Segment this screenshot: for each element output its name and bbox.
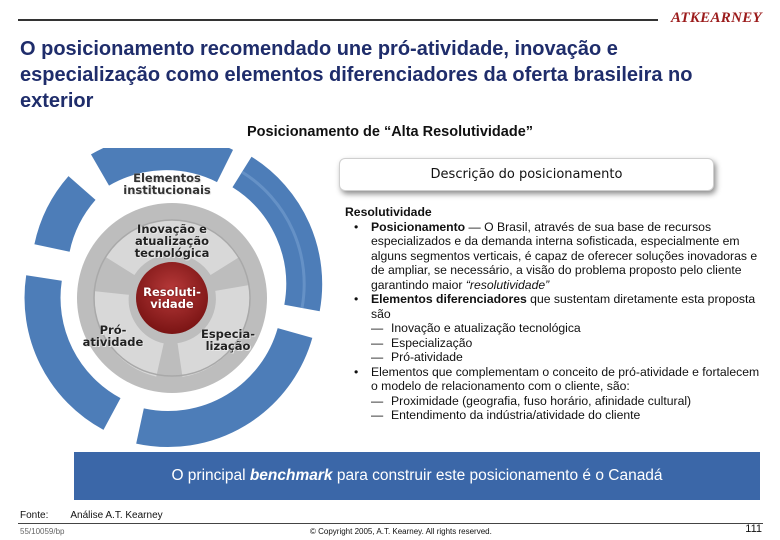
source-note: Fonte: Análise A.T. Kearney <box>20 510 163 521</box>
sub-item: — Especialização <box>345 336 760 351</box>
sub-item: — Inovação e atualização tecnológica <box>345 321 760 336</box>
sub-item: — Proximidade (geografia, fuso horário, afinidade cultural) <box>345 394 760 409</box>
document-code: 55/10059/bp <box>20 527 65 536</box>
header-rule <box>18 19 658 21</box>
benchmark-banner: O principal benchmark para construir este posicionamento é o Canadá <box>74 452 760 500</box>
label-pro-atividade: Pró-atividade <box>82 323 144 349</box>
section-subtitle: Posicionamento de “Alta Resolutividade” <box>246 124 534 140</box>
label-inovacao-tecnologica: Inovação e atualização tecnológica <box>134 222 210 260</box>
bullet-elementos-diferenciadores: • Elementos diferenciadores que sustentam diretamente esta proposta são <box>345 292 760 321</box>
page-title: O posicionamento recomendado une pró-atividade, inovação e especialização como elementos diferenciadores da oferta brasileira no exterior <box>20 38 693 112</box>
sub-item: — Pró-atividade <box>345 350 760 365</box>
brand-logo: ATKEARNEY <box>670 10 762 26</box>
label-resolutividade: Resoluti-vidade <box>143 285 201 311</box>
label-elementos-institucionais: Elementos institucionais <box>123 171 211 197</box>
bullet-posicionamento: • Posicionamento — O Brasil, através de sua base de recursos especializados e da demanda interna sofisticada, especialmente em alguns segmentos verticais, é capaz de oferecer soluções inovadoras e de ampliar, se necessário, a visão do problema proposto pelo cliente garantindo maior “resolutividade” <box>345 220 760 293</box>
description-body <box>345 205 760 423</box>
description-heading: Resolutividade <box>345 205 432 219</box>
description-header: Descrição do posicionamento <box>339 158 714 191</box>
bullet-elementos-complementares: • Elementos que complementam o conceito de pró-atividade e fortalecem o modelo de relacionamento com o cliente, são: <box>345 365 760 394</box>
footer-rule <box>18 523 763 524</box>
label-especializacao: Especia-lização <box>200 327 256 353</box>
sub-item: — Entendimento da indústria/atividade do cliente <box>345 408 760 423</box>
positioning-diagram <box>20 148 325 448</box>
copyright-notice: © Copyright 2005, A.T. Kearney. All rights reserved. <box>310 527 492 536</box>
page-number: 111 <box>745 523 762 535</box>
